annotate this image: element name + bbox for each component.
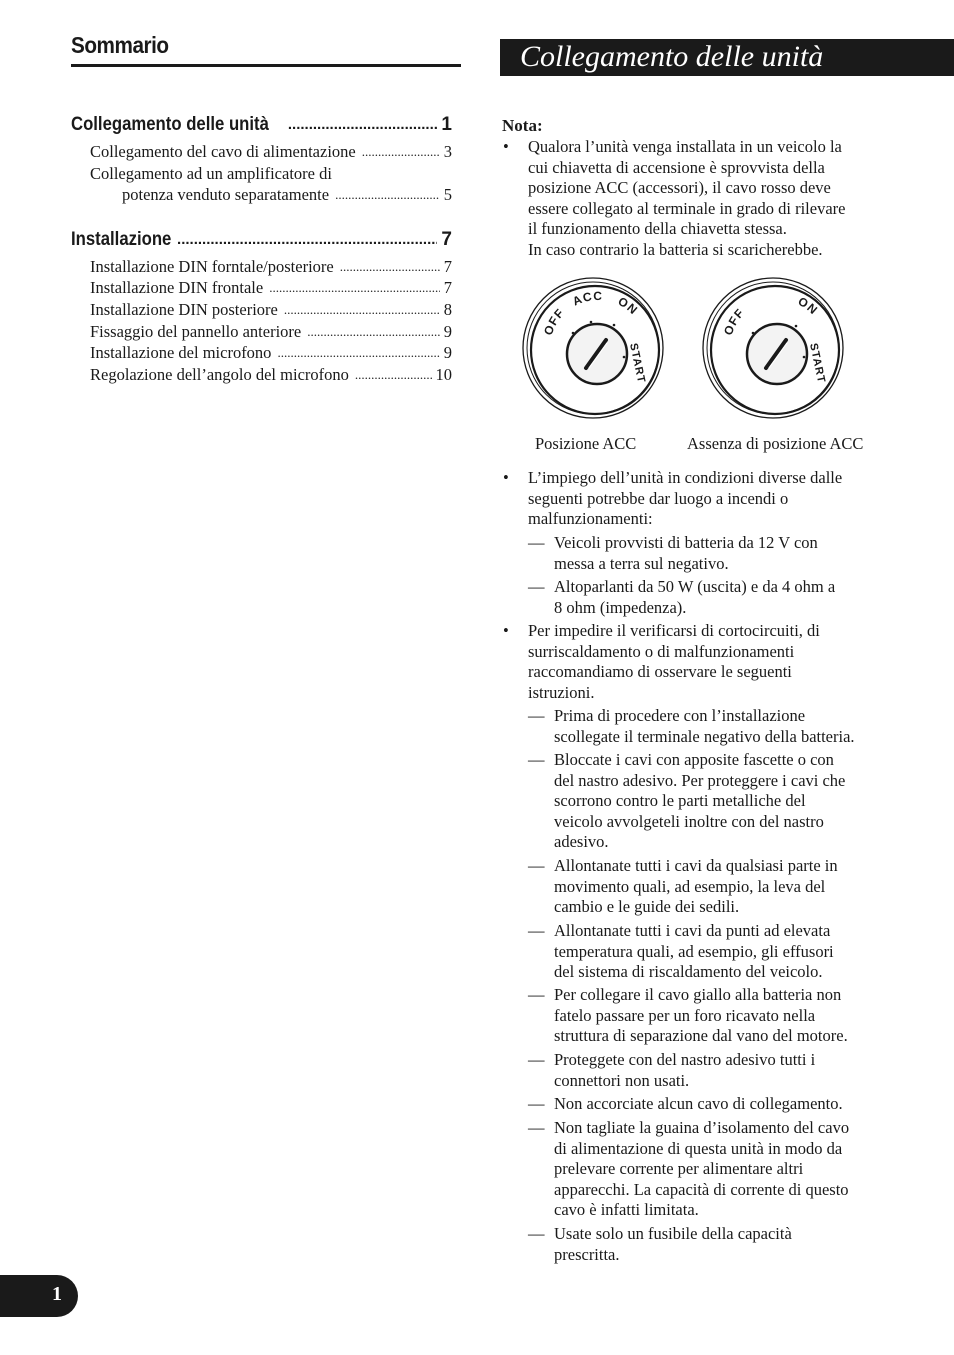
toc-section-page: 1 bbox=[441, 114, 452, 135]
note-line: In caso contrario la batteria si scaricherebbe. bbox=[528, 240, 823, 259]
bullet-marker: • bbox=[503, 137, 509, 156]
switch-label-start: START bbox=[627, 342, 648, 385]
note-label: Nota: bbox=[502, 116, 543, 135]
bullet-marker: • bbox=[503, 468, 509, 487]
dash-marker: — bbox=[528, 856, 545, 875]
toc-item[interactable] bbox=[90, 364, 452, 386]
sub-item-line: cambio e le guide dei sedili. bbox=[554, 897, 740, 917]
toc-item-title: Fissaggio del pannello anteriore bbox=[90, 322, 302, 341]
toc-title: Sommario bbox=[71, 32, 169, 58]
dash-marker: — bbox=[528, 750, 545, 769]
toc-section-installazione[interactable] bbox=[71, 228, 452, 252]
dash-marker: — bbox=[528, 706, 545, 725]
sub-item-line: scollegate il terminale negativo della batteria. bbox=[554, 726, 855, 746]
toc-leader bbox=[269, 277, 440, 299]
switch-label-start: START bbox=[807, 342, 828, 385]
toc-item-page: 9 bbox=[443, 322, 452, 341]
toc-item-title: Installazione DIN forntale/posteriore bbox=[90, 257, 334, 276]
body-line: malfunzionamenti: bbox=[528, 509, 653, 529]
switch-label-on: ON bbox=[615, 294, 641, 318]
page-title: Collegamento delle unità bbox=[520, 40, 824, 73]
dash-marker: — bbox=[528, 921, 545, 940]
ignition-switch-no-acc-figure bbox=[703, 278, 843, 418]
body-line: Per impedire il verificarsi di cortocircuiti, di bbox=[528, 621, 820, 640]
toc-leader bbox=[284, 299, 440, 321]
sub-item-line: apparecchi. La capacità di corrente di questo bbox=[554, 1179, 849, 1199]
toc-item[interactable] bbox=[90, 277, 452, 299]
figure-caption-acc: Posizione ACC bbox=[535, 434, 637, 453]
sub-item-line: Prima di procedere con l’installazione bbox=[554, 706, 806, 725]
sub-item-line: del sistema di riscaldamento del veicolo. bbox=[554, 962, 823, 982]
svg-text:ON bbox=[616, 294, 641, 317]
toc-item[interactable] bbox=[90, 256, 452, 278]
toc-leader bbox=[277, 342, 439, 364]
svg-text:START bbox=[807, 342, 827, 384]
toc-item-page: 7 bbox=[443, 257, 452, 276]
body-line: L’impiego dell’unità in condizioni diverse dalle bbox=[528, 468, 843, 487]
svg-text:ON bbox=[796, 294, 821, 317]
toc-item-page: 8 bbox=[443, 300, 452, 319]
toc-leader bbox=[177, 228, 437, 252]
note-line: cui chiavetta di accensione è sprovvista della bbox=[528, 157, 825, 177]
switch-label-on: ON bbox=[795, 294, 821, 318]
dash-marker: — bbox=[528, 577, 545, 596]
sub-item-line: Allontanate tutti i cavi da qualsiasi parte in bbox=[554, 856, 838, 875]
toc-leader bbox=[307, 321, 440, 343]
toc-item-page: 3 bbox=[443, 142, 452, 161]
toc-item[interactable] bbox=[90, 342, 452, 364]
figure-caption-no-acc: Assenza di posizione ACC bbox=[687, 434, 864, 453]
toc-item-title: Collegamento del cavo di alimentazione bbox=[90, 142, 356, 161]
dash-marker: — bbox=[528, 533, 545, 552]
sub-item-line: adesivo. bbox=[554, 832, 609, 852]
toc-item-title: Installazione del microfono bbox=[90, 343, 272, 362]
dash-marker: — bbox=[528, 1118, 545, 1137]
toc-leader bbox=[355, 364, 432, 386]
toc-item[interactable] bbox=[90, 299, 452, 321]
sub-item-line: Usate solo un fusibile della capacità bbox=[554, 1224, 792, 1243]
switch-label-acc: ACC bbox=[570, 288, 603, 309]
toc-leader bbox=[288, 113, 438, 137]
dash-marker: — bbox=[528, 1050, 545, 1069]
sub-item-line: Veicoli provvisti di batteria da 12 V con bbox=[554, 533, 818, 552]
page-number-tab bbox=[0, 1275, 78, 1317]
svg-text:START bbox=[627, 342, 647, 384]
switch-label-off: OFF bbox=[540, 305, 568, 338]
sub-item-line: prelevare corrente per alimentare altri bbox=[554, 1159, 804, 1179]
sub-item-line: movimento quali, ad esempio, la leva del bbox=[554, 876, 826, 896]
toc-item[interactable] bbox=[90, 321, 452, 343]
body-line: raccomandiamo di osservare le seguenti bbox=[528, 662, 792, 682]
note-line: posizione ACC (accessori), il cavo rosso deve bbox=[528, 178, 831, 198]
sub-item-line: 8 ohm (impedenza). bbox=[554, 597, 687, 617]
ignition-switch-acc-figure bbox=[523, 278, 663, 418]
page-number: 1 bbox=[52, 1283, 62, 1305]
bullet-marker: • bbox=[503, 621, 509, 640]
sub-item-line: scorrono contro le parti metalliche del bbox=[554, 791, 806, 811]
toc-item[interactable] bbox=[122, 184, 452, 206]
sub-item-line: veicolo avvolgeteli inoltre con del nastro bbox=[554, 811, 824, 831]
toc-item[interactable] bbox=[90, 141, 452, 163]
sub-item-line: prescritta. bbox=[554, 1244, 620, 1264]
toc-section-title: Collegamento delle unità bbox=[71, 114, 269, 135]
dash-marker: — bbox=[528, 985, 545, 1004]
sub-item-line: temperatura quali, ad esempio, gli effusori bbox=[554, 941, 834, 961]
sub-item-line: Bloccate i cavi con apposite fascette o con bbox=[554, 750, 834, 769]
toc-item-page: 10 bbox=[435, 365, 452, 384]
sub-item-line: di alimentazione di questa unità in modo da bbox=[554, 1138, 843, 1158]
toc-leader bbox=[362, 141, 440, 163]
note-line: Qualora l’unità venga installata in un veicolo la bbox=[528, 137, 842, 156]
body-line: istruzioni. bbox=[528, 682, 595, 702]
toc-item-page: 9 bbox=[443, 343, 452, 362]
body-line: seguenti potrebbe dar luogo a incendi o bbox=[528, 488, 789, 508]
toc-item-title: Installazione DIN frontale bbox=[90, 278, 264, 297]
sub-item-line: connettori non usati. bbox=[554, 1070, 690, 1090]
toc-section-page: 7 bbox=[441, 229, 452, 250]
note-line: il funzionamento della chiavetta stessa. bbox=[528, 219, 787, 239]
ignition-switch-figures bbox=[520, 270, 900, 430]
sub-item-line: Non accorciate alcun cavo di collegamento. bbox=[554, 1094, 843, 1113]
toc-item-title: Regolazione dell’angolo del microfono bbox=[90, 365, 349, 384]
toc-item-title: Installazione DIN posteriore bbox=[90, 300, 278, 319]
sub-item-line: Proteggete con del nastro adesivo tutti i bbox=[554, 1050, 816, 1069]
toc-item-title-line1[interactable]: Collegamento ad un amplificatore di bbox=[90, 164, 332, 183]
toc-item-title: potenza venduto separatamente bbox=[122, 185, 330, 204]
sub-item-line: Per collegare il cavo giallo alla batteria non bbox=[554, 985, 842, 1004]
sub-item-line: fatelo passare per un foro ricavato nella bbox=[554, 1005, 816, 1025]
sub-item-line: Altoparlanti da 50 W (uscita) e da 4 ohm a bbox=[554, 577, 836, 596]
toc-item-page: 7 bbox=[443, 278, 452, 297]
sub-item-line: Non tagliate la guaina d’isolamento del cavo bbox=[554, 1118, 850, 1137]
dash-marker: — bbox=[528, 1094, 545, 1113]
toc-divider bbox=[71, 64, 461, 67]
dash-marker: — bbox=[528, 1224, 545, 1243]
toc-leader bbox=[335, 184, 440, 206]
sub-item-line: struttura di separazione dal vano del motore. bbox=[554, 1026, 848, 1046]
toc-section-collegamento[interactable] bbox=[71, 113, 452, 137]
toc-leader bbox=[340, 256, 440, 278]
sub-item-line: Allontanate tutti i cavi da punti ad elevata bbox=[554, 921, 831, 940]
switch-label-off: OFF bbox=[720, 305, 748, 338]
sub-item-line: cavo è infatti limitata. bbox=[554, 1200, 699, 1220]
body-line: surriscaldamento o di malfunzionamenti bbox=[528, 641, 795, 661]
sub-item-line: messa a terra sul negativo. bbox=[554, 553, 729, 573]
toc-item-page: 5 bbox=[443, 185, 452, 204]
sub-item-line: del nastro adesivo. Per proteggere i cavi che bbox=[554, 770, 846, 790]
toc-section-title: Installazione bbox=[71, 229, 172, 250]
note-line: essere collegato al terminale in grado di rilevare bbox=[528, 198, 846, 218]
svg-text:ACC bbox=[571, 289, 603, 308]
